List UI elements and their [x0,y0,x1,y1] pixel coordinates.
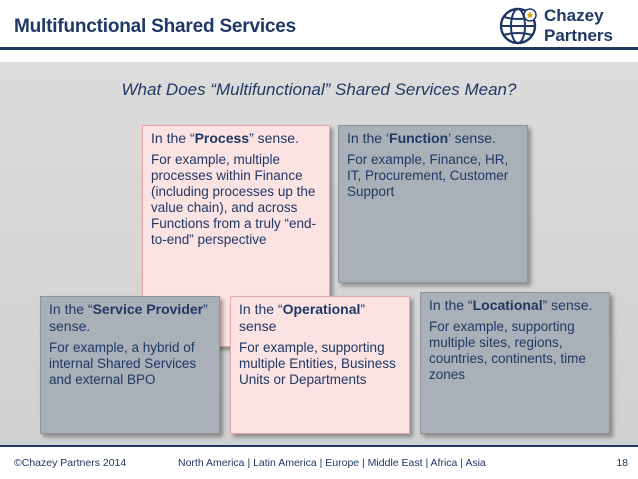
heading-suffix: ” sense. [249,130,299,146]
heading-suffix: ” sense. [49,301,208,334]
box-body: For example, supporting multiple sites, regions, countries, continents, time zones [429,319,586,382]
box-body: For example, Finance, HR, IT, Procurement, Customer Support [347,152,509,199]
header-divider [0,47,638,50]
heading-prefix: In the ‘ [347,130,390,146]
logo-line-1: Chazey [544,6,604,25]
logo-line-2: Partners [544,26,613,45]
box-body: For example, a hybrid of internal Shared Services and external BPO [49,340,197,387]
page-number: 18 [616,457,628,469]
footer-divider [0,445,638,447]
heading-suffix: ” sense. [542,297,593,313]
box-heading [347,130,519,147]
company-logo [499,6,634,46]
content-area [0,62,638,445]
copyright-text: ©Chazey Partners 2014 [14,457,127,469]
regions-text: North America | Latin America | Europe | Middle East | Africa | Asia [178,457,486,469]
slide-subtitle: What Does “Multifunctional” Shared Services Mean? [121,80,517,99]
heading-prefix: In the “ [239,301,283,317]
operational-sense-box [230,296,410,434]
box-body: For example, supporting multiple Entities, Business Units or Departments [239,340,396,387]
footer [0,445,638,479]
heading-keyword: Locational [472,297,543,313]
header [0,0,638,62]
box-heading [151,130,321,147]
logo-wordmark [544,6,613,46]
page-title: Multifunctional Shared Services [14,16,297,37]
box-heading [239,301,401,335]
heading-prefix: In the “ [151,130,195,146]
service-provider-sense-box [40,296,220,434]
heading-prefix: In the “ [429,297,473,313]
box-body: For example, multiple processes within Finance (including processes up the value chain), and across Functions from a truly “end-to-end” perspective [151,152,317,247]
heading-suffix: ” sense [239,301,366,334]
box-heading [49,301,211,335]
function-sense-box [338,125,528,283]
heading-suffix: ’ sense. [448,130,496,146]
heading-keyword: Process [194,130,250,146]
heading-keyword: Service Provider [92,301,204,317]
heading-keyword: Function [389,130,449,146]
globe-icon [499,6,539,46]
heading-keyword: Operational [282,301,361,317]
box-heading [429,297,601,314]
heading-prefix: In the “ [49,301,93,317]
locational-sense-box [420,292,610,434]
